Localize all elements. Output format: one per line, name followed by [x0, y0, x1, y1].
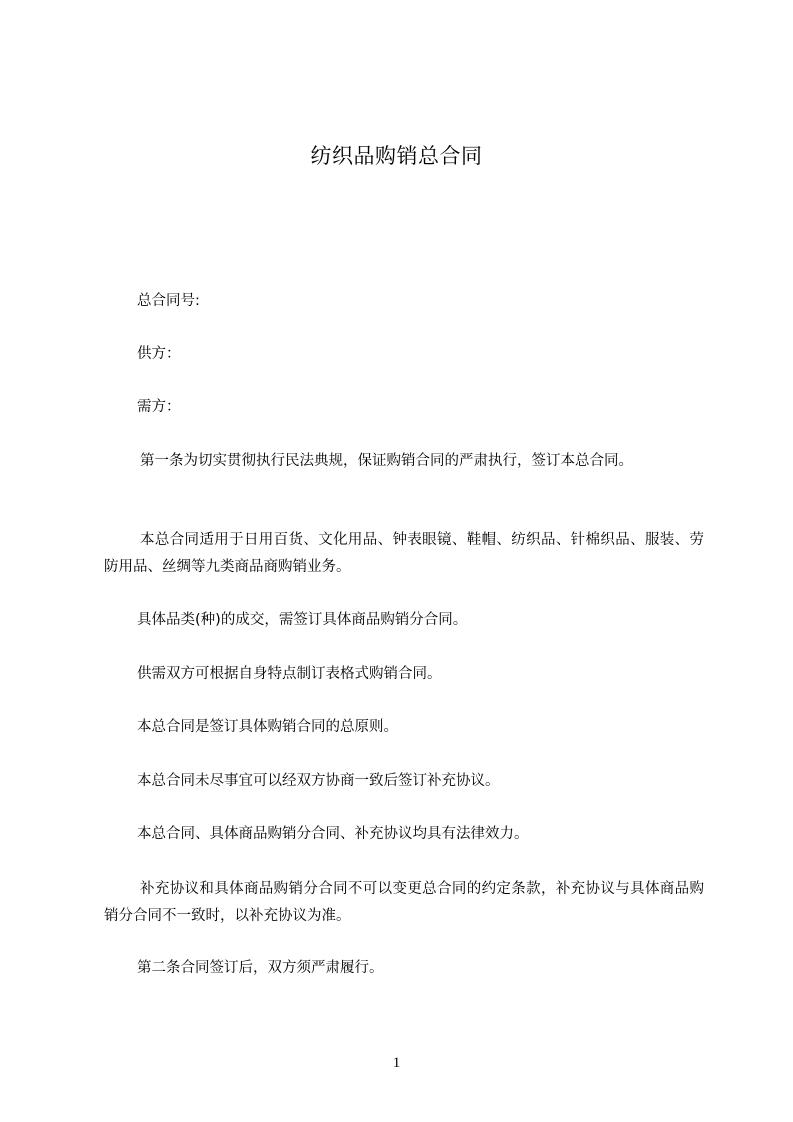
scope-paragraph: 本总合同适用于日用百货、文化用品、钟表眼镜、鞋帽、纺织品、针棉织品、服装、劳防用品、丝绸等九类商品商购销业务。	[104, 532, 704, 575]
form-contract-paragraph: 供需双方可根据自身特点制订表格式购销合同。	[137, 666, 442, 682]
article-two-paragraph: 第二条合同签订后，双方须严肃履行。	[137, 960, 384, 976]
principle-paragraph: 本总合同是签订具体购销合同的总原则。	[137, 719, 398, 735]
category-paragraph: 具体品类(种)的成交，需签订具体商品购销分合同。	[137, 612, 468, 628]
supplier-line: 供方：	[137, 346, 181, 362]
contract-number-line: 总合同号:	[137, 293, 200, 309]
buyer-line: 需方：	[137, 399, 181, 415]
supplement-paragraph: 本总合同未尽事宜可以经双方协商一致后签订补充协议。	[137, 773, 500, 789]
precedence-paragraph: 补充协议和具体商品购销分合同不可以变更总合同的约定条款，补充协议与具体商品购销分合同不一致时，以补充协议为准。	[104, 881, 704, 924]
page-number: 1	[392, 1055, 401, 1071]
legal-effect-paragraph: 本总合同、具体商品购销分合同、补充协议均具有法律效力。	[137, 826, 529, 842]
document-title: 纺织品购销总合同	[310, 144, 483, 168]
article-one-paragraph: 第一条为切实贯彻执行民法典规，保证购销合同的严肃执行，签订本总合同。	[140, 453, 633, 469]
